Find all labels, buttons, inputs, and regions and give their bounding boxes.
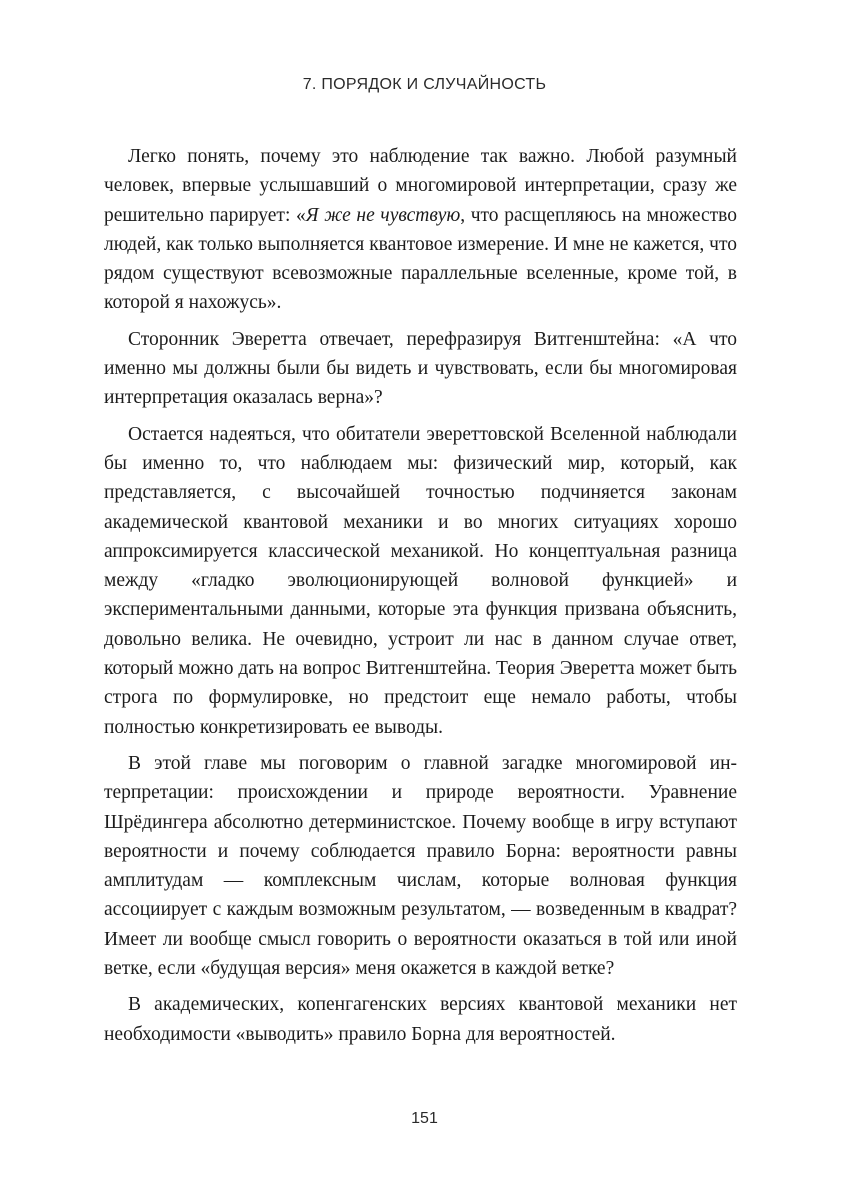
paragraph-5: В академических, копенгагенских версиях квантовой механики нет необходимости «выводить» правило Борна для вероятностей. [104, 994, 737, 1045]
page-number: 151 [411, 1110, 438, 1127]
paragraph-1-text-end: , что расщепляюсь на множество людей, как только выполняется квантовое измерение. И мне не кажется, что рядом существуют всевозможные параллельные вселенные, кроме той, в которой я нахожусь». [104, 204, 738, 314]
paragraph-3: Остается надеяться, что обитатели эвереттовской Вселенной наблюдали бы именно то, что наблюдаем мы: физический мир, который, как представляется, с высочайшей точностью подчиняется законам академической квантовой механики и во многих ситуациях хорошо аппроксимируется классической механикой. Но концептуальная разница между «гладко эволюционирующей волновой функцией» и экспериментальными данными, которые эта функция призвана объяснить, довольно велика. Не очевидно, устроит ли нас в данном случае ответ, который можно дать на вопрос Витгенштейна. Теория Эверетта может быть строга по формулировке, но предстоит еще немало работы, чтобы полностью конкретизировать ее выводы. [104, 423, 737, 738]
paragraph-4: В этой главе мы поговорим о главной загадке многомировой интерпретации: происхождении и природе вероятности. Уравнение Шрёдингера абсолютно детерминистское. Почему вообще в игру вступают вероятности и почему соблюдается правило Борна: вероятности равны амплитудам — комплексным числам, которые волновая функция ассоциирует с каждым возможным результатом, — возведенным в квадрат? Имеет ли вообще смысл говорить о вероятности оказаться в той или иной ветке, если «будущая версия» меня окажется в каждой ветке? [104, 752, 737, 980]
page-body [104, 142, 737, 1056]
running-header: 7. ПОРЯДОК И СЛУЧАЙНОСТЬ [302, 76, 547, 93]
paragraph-1-emphasis: Я же не чувствую [305, 204, 461, 226]
paragraph-1 [104, 142, 737, 318]
paragraph-1-text-start: Легко понять, почему это наблюдение так важно. Любой разумный человек, впервые услышавший о многомировой интерпретации, сразу же решительно парирует: « [104, 146, 737, 226]
paragraph-2: Сторонник Эверетта отвечает, перефразируя Витгенштейна: «А что именно мы должны были бы видеть и чувствовать, если бы многомировая интерпретация оказалась верна»? [104, 328, 737, 409]
